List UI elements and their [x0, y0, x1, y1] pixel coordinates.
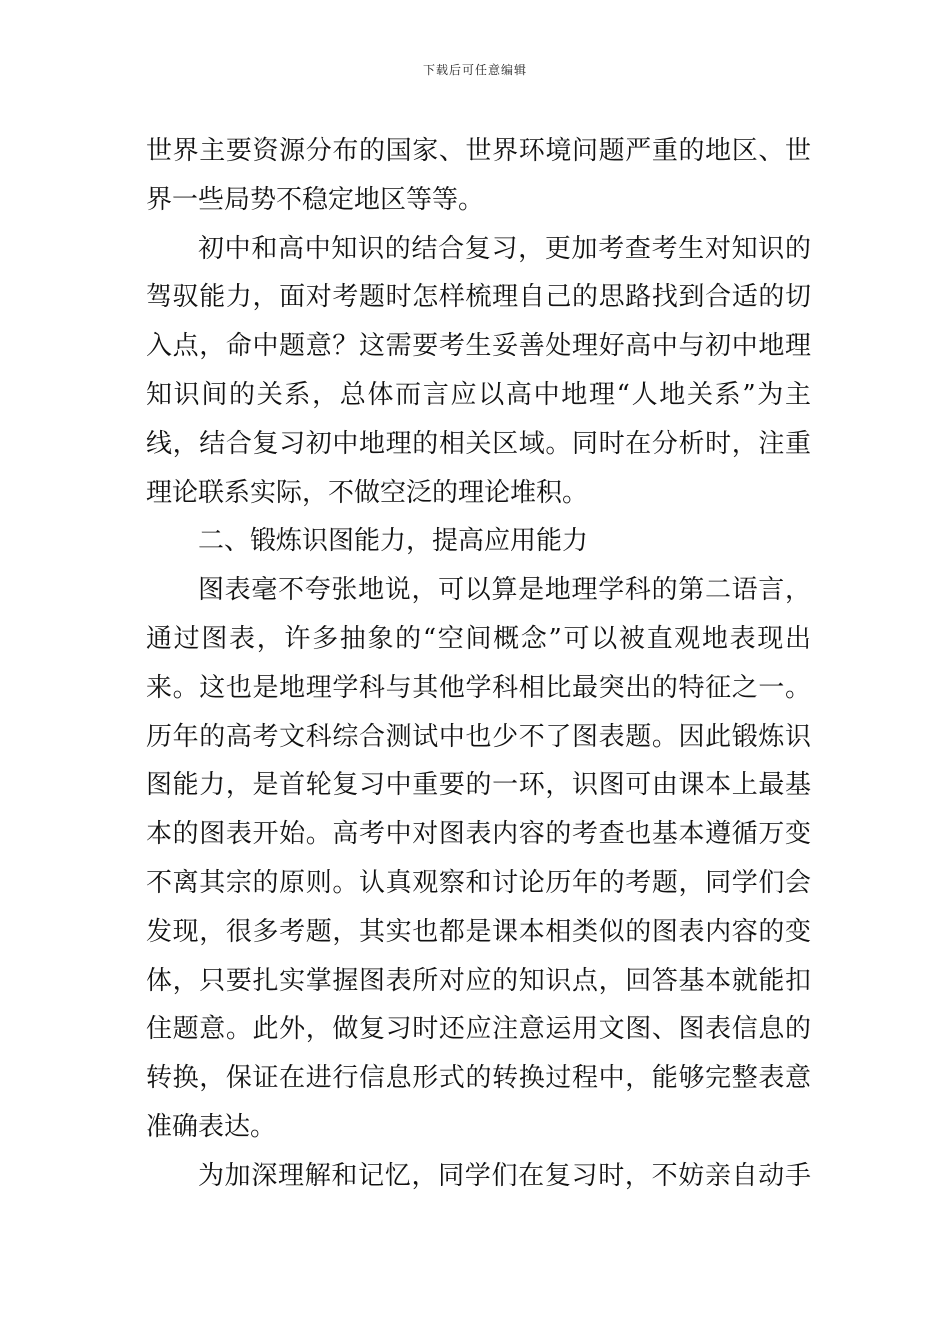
text-line: 本的图表开始。高考中对图表内容的考查也基本遵循万变	[146, 819, 811, 850]
text-line: 界一些局势不稳定地区等等。	[146, 184, 485, 215]
text-line: 图表毫不夸张地说，可以算是地理学科的第二语言，	[198, 575, 811, 606]
text-line: 理论联系实际，不做空泛的理论堆积。	[146, 477, 589, 508]
document-body	[146, 127, 811, 1201]
text-line: 通过图表，许多抽象的“空间概念”可以被直观地表现出	[146, 623, 811, 654]
text-line: 线，结合复习初中地理的相关区域。同时在分析时，注重	[146, 428, 811, 459]
text-line: 图能力，是首轮复习中重要的一环，识图可由课本上最基	[146, 770, 811, 801]
text-line: 转换，保证在进行信息形式的转换过程中，能够完整表意	[146, 1063, 811, 1094]
text-line: 二、锻炼识图能力，提高应用能力	[198, 526, 589, 557]
page-header: 下载后可任意编辑	[422, 63, 527, 77]
text-line: 初中和高中知识的结合复习，更加考查考生对知识的	[198, 233, 811, 264]
text-line: 准确表达。	[146, 1111, 277, 1142]
text-line: 世界主要资源分布的国家、世界环境问题严重的地区、世	[146, 136, 811, 166]
text-line: 入点，命中题意？这需要考生妥善处理好高中与初中地理	[146, 331, 811, 362]
text-line: 驾驭能力，面对考题时怎样梳理自己的思路找到合适的切	[146, 282, 811, 313]
text-line: 体，只要扎实掌握图表所对应的知识点，回答基本就能扣	[146, 965, 811, 996]
text-line: 来。这也是地理学科与其他学科相比最突出的特征之一。	[146, 672, 811, 703]
text-line: 知识间的关系，总体而言应以高中地理“人地关系”为主	[146, 379, 811, 410]
text-line: 住题意。此外，做复习时还应注意运用文图、图表信息的	[146, 1014, 811, 1045]
text-line: 历年的高考文科综合测试中也少不了图表题。因此锻炼识	[146, 721, 811, 752]
text-line: 不离其宗的原则。认真观察和讨论历年的考题，同学们会	[146, 867, 811, 898]
text-line: 发现，很多考题，其实也都是课本相类似的图表内容的变	[146, 916, 811, 947]
text-line: 为加深理解和记忆，同学们在复习时，不妨亲自动手	[198, 1160, 811, 1191]
